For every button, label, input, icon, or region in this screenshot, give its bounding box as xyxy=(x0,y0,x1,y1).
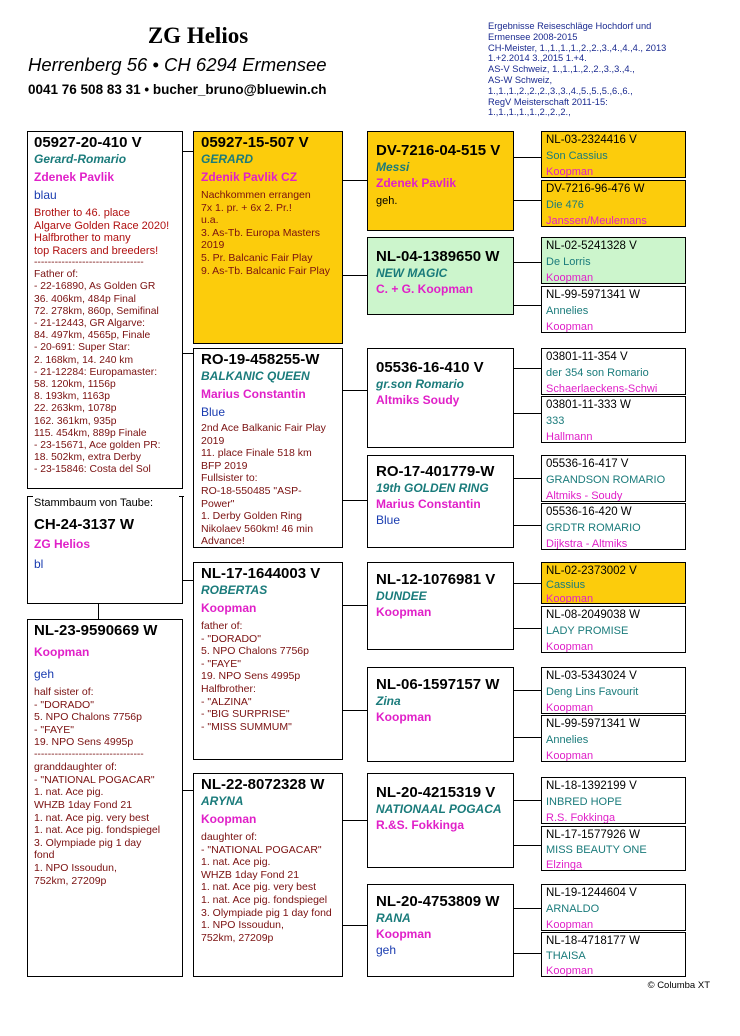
gen3-ring: NL-06-1597157 W xyxy=(376,676,500,693)
gen2-info: Nachkommen errangen 7x 1. pr. + 6x 2. Pr.! u.a. 3. As-Tb. Europa Masters 2019 5. Pr. Balcanic Fair Play 9. As-Tb. Balcanic Fair Play xyxy=(201,189,330,277)
gen4-ring: DV-7216-96-476 W xyxy=(546,183,645,195)
gen4-ring: NL-02-2373002 V xyxy=(546,565,637,577)
sire-ring: 05927-20-410 V xyxy=(34,134,142,151)
gen4-ring: NL-03-2324416 V xyxy=(546,134,637,146)
sire-card[interactable] xyxy=(27,131,183,489)
gen2-card-3[interactable] xyxy=(193,562,343,760)
gen4-ring: 05536-16-417 V xyxy=(546,458,629,470)
gen4-ring: NL-02-5241328 V xyxy=(546,240,637,252)
gen4-name: Deng Lins Favourit xyxy=(546,686,639,698)
gen4-breeder: Koopman xyxy=(546,166,594,178)
gen3-name: gr.son Romario xyxy=(376,377,465,391)
gen3-name: 19th GOLDEN RING xyxy=(376,481,489,495)
copyright: © Columba XT xyxy=(647,980,710,991)
header xyxy=(28,22,388,99)
gen3-card-8[interactable] xyxy=(367,884,514,977)
sire-breeder: Zdenek Pavlik xyxy=(34,170,115,184)
gen4-ring: NL-99-5971341 W xyxy=(546,289,640,301)
gen3-color: Blue xyxy=(376,513,401,527)
gen3-ring: NL-20-4215319 V xyxy=(376,784,496,801)
loft-contact: 0041 76 508 83 31 • bucher_bruno@bluewin.ch xyxy=(28,82,327,97)
gen4-breeder: Koopman xyxy=(546,965,594,977)
sire-info: Father of: - 22-16890, As Golden GR 36. 406km, 484p Final 72. 278km, 860p, Semifinal - 21-12443, GR Algarve: 84. 497km, 4565p, Finale - 20-691: Super Star: 2. 168km, 14. 240 km - 21-12284: Europamaster: 58. 120km, 1156p 8. 193km, 1163p 22. 263km, 1078p 162. 361km, 935p 115. 454km, 889p Finale - 23-15671, Ace golden PR: 18. 502km, extra Derby - 23-15846: Costa del Sol xyxy=(34,269,161,476)
subject-ring: CH-24-3137 W xyxy=(34,516,135,533)
gen3-ring: RO-17-401779-W xyxy=(376,463,495,480)
gen3-color: geh xyxy=(376,943,397,957)
gen3-breeder: C. + G. Koopman xyxy=(376,282,474,296)
gen2-name: BALKANIC QUEEN xyxy=(201,369,310,383)
gen4-ring: NL-17-1577926 W xyxy=(546,829,640,841)
gen4-name: GRANDSON ROMARIO xyxy=(546,474,666,486)
gen3-name: Messi xyxy=(376,160,410,174)
gen3-card-2[interactable] xyxy=(367,237,514,315)
gen4-ring: NL-08-2049038 W xyxy=(546,609,640,621)
gen4-card-16[interactable] xyxy=(541,932,686,977)
gen2-breeder: Zdenik Pavlik CZ xyxy=(201,170,298,184)
gen2-ring: NL-22-8072328 W xyxy=(201,776,325,793)
dam-ring: NL-23-9590669 W xyxy=(34,622,158,639)
gen3-ring: NL-12-1076981 V xyxy=(376,571,496,588)
gen4-name: GRDTR ROMARIO xyxy=(546,522,641,534)
gen2-card-4[interactable] xyxy=(193,773,343,977)
gen3-card-4[interactable] xyxy=(367,455,514,548)
subject-card[interactable] xyxy=(27,496,183,604)
gen4-ring: NL-03-5343024 V xyxy=(546,670,637,682)
gen3-breeder: R.&S. Fokkinga xyxy=(376,818,465,832)
gen2-name: ROBERTAS xyxy=(201,583,268,597)
gen3-name: NATIONAAL POGACA xyxy=(376,802,502,816)
gen2-breeder: Marius Constantin xyxy=(201,387,306,401)
gen3-card-6[interactable] xyxy=(367,667,514,762)
gen3-breeder: Marius Constantin xyxy=(376,497,481,511)
gen2-ring: RO-19-458255-W xyxy=(201,351,320,368)
gen4-ring: 05536-16-420 W xyxy=(546,506,632,518)
gen4-ring: NL-18-1392199 V xyxy=(546,780,637,792)
loft-title: ZG Helios xyxy=(147,23,249,48)
gen4-name: 333 xyxy=(546,415,565,427)
gen4-name: Cassius xyxy=(546,579,586,591)
gen4-card-5[interactable] xyxy=(541,348,686,395)
gen3-card-7[interactable] xyxy=(367,773,514,868)
gen3-card-5[interactable] xyxy=(367,562,514,650)
gen4-name: INBRED HOPE xyxy=(546,796,622,808)
gen2-ring: 05927-15-507 V xyxy=(201,134,309,151)
gen4-name: LADY PROMISE xyxy=(546,625,629,637)
gen3-ring: 05536-16-410 V xyxy=(376,359,484,376)
gen2-info: daughter of: - "NATIONAL POGACAR" 1. nat. Ace pig. WHZB 1day Fond 21 1. nat. Ace pig. very best 1. nat. Ace pig. fondspiegel 3. Olympiade pig 1 day fond 1. NPO Issoudun, 752km, 27209p xyxy=(201,831,332,944)
gen4-breeder: Koopman xyxy=(546,593,594,604)
gen2-card-1[interactable] xyxy=(193,131,343,344)
gen4-name: Die 476 xyxy=(546,199,584,211)
gen4-ring: NL-18-4718177 W xyxy=(546,935,640,947)
gen2-card-2[interactable] xyxy=(193,348,343,548)
gen4-breeder: Koopman xyxy=(546,919,594,931)
gen2-name: ARYNA xyxy=(201,794,244,808)
loft-address: Herrenberg 56 • CH 6294 Ermensee xyxy=(28,54,327,75)
gen3-ring: NL-04-1389650 W xyxy=(376,248,500,265)
gen4-name: De Lorris xyxy=(546,256,591,268)
gen4-name: der 354 son Romario xyxy=(546,367,649,379)
dam-rule: -------------------------------- xyxy=(34,748,144,760)
gen4-card-11[interactable] xyxy=(541,667,686,714)
gen4-breeder: Dijkstra - Altmiks xyxy=(546,538,628,550)
gen2-info: 2nd Ace Balkanic Fair Play 2019 11. place Finale 518 km BFP 2019 Fullsister to: RO-18-550485 "ASP- Power" 1. Derby Golden Ring Nikolaev 560km! 46 min Advance! xyxy=(201,422,326,548)
gen2-breeder: Koopman xyxy=(201,812,257,826)
gen3-card-3[interactable] xyxy=(367,348,514,448)
dam-breeder: Koopman xyxy=(34,645,90,659)
gen4-breeder: Koopman xyxy=(546,702,594,714)
gen3-card-1[interactable] xyxy=(367,131,514,231)
gen4-breeder: Schaerlaeckens-Schwi xyxy=(546,383,658,395)
gen3-name: NEW MAGIC xyxy=(376,266,448,280)
gen3-breeder: Koopman xyxy=(376,927,432,941)
gen3-breeder: Koopman xyxy=(376,710,432,724)
gen4-breeder: Koopman xyxy=(546,272,594,284)
gen4-ring: NL-99-5971341 W xyxy=(546,718,640,730)
gen4-name: Annelies xyxy=(546,305,589,317)
gen4-name: ARNALDO xyxy=(546,903,600,915)
gen4-name: THAISA xyxy=(546,950,586,962)
gen4-card-7[interactable] xyxy=(541,455,686,502)
gen4-breeder: R.S. Fokkinga xyxy=(546,812,616,824)
gen3-name: DUNDEE xyxy=(376,589,427,603)
gen3-name: RANA xyxy=(376,911,411,925)
gen4-card-14[interactable] xyxy=(541,826,686,871)
gen3-breeder: Zdenek Pavlik xyxy=(376,176,457,190)
gen4-breeder: Koopman xyxy=(546,750,594,762)
gen3-color: geh. xyxy=(376,195,398,207)
dam-color: geh xyxy=(34,667,55,681)
gen2-breeder: Koopman xyxy=(201,601,257,615)
gen4-breeder: Koopman xyxy=(546,321,594,333)
gen3-ring: NL-20-4753809 W xyxy=(376,893,500,910)
gen4-ring: 03801-11-333 W xyxy=(546,399,631,411)
gen4-card-15[interactable] xyxy=(541,884,686,931)
gen4-breeder: Altmiks - Soudy xyxy=(546,490,623,502)
gen3-breeder: Koopman xyxy=(376,605,432,619)
gen3-name: Zina xyxy=(376,694,401,708)
gen4-ring: 03801-11-354 V xyxy=(546,351,628,363)
gen4-name: Annelies xyxy=(546,734,589,746)
gen4-breeder: Janssen/Meulemans xyxy=(546,215,647,227)
gen4-card-13[interactable] xyxy=(541,777,686,824)
gen2-info: father of: - "DORADO" 5. NPO Chalons 7756p - "FAYE" 19. NPO Sens 4995p Halfbrother: - "ALZINA" - "BIG SURPRISE" - "MISS SUMMUM" xyxy=(201,620,309,733)
results-text: Ergebnisse Reiseschläge Hochdorf und Ermensee 2008-2015 CH-Meister, 1.,1.,1.,1.,2.,2.,3.,4.,4.,4., 2013 1.+2.2014 3.,2015 1.+4. AS-V Schweiz, 1.,1.,1.,2.,2.,3.,3.,4., AS-W Schweiz, 1.,1.,1.,2.,2.,2.,3.,3.,4.,5.,5.,5.,6.,6., RegV Meisterschaft 2011-15: 1.,1.,1.,1.,1.,2.,2.,2., xyxy=(488,21,667,118)
dam-info: half sister of: - "DORADO" 5. NPO Chalons 7756p - "FAYE" 19. NPO Sens 4995p xyxy=(34,686,142,749)
gen4-card-4[interactable] xyxy=(541,286,686,333)
gen4-card-12[interactable] xyxy=(541,715,686,762)
gen2-color: Blue xyxy=(201,405,226,419)
gen3-breeder: Altmiks Soudy xyxy=(376,393,460,407)
gen4-card-9[interactable] xyxy=(541,562,686,604)
gen4-ring: NL-19-1244604 V xyxy=(546,887,637,899)
gen4-name: Son Cassius xyxy=(546,150,608,162)
gen4-breeder: Koopman xyxy=(546,641,594,653)
gen2-ring: NL-17-1644003 V xyxy=(201,565,321,582)
subject-caption: Stammbaum von Taube: xyxy=(28,496,182,510)
gen3-ring: DV-7216-04-515 V xyxy=(376,142,501,159)
gen4-card-3[interactable] xyxy=(541,237,686,284)
gen4-breeder: Hallmann xyxy=(546,431,593,443)
gen4-name: MISS BEAUTY ONE xyxy=(546,844,647,856)
subject-owner: ZG Helios xyxy=(34,537,91,551)
gen4-card-8[interactable] xyxy=(541,503,686,550)
gen2-name: GERARD xyxy=(201,152,254,166)
sire-rule: -------------------------------- xyxy=(34,257,144,268)
dam-card[interactable] xyxy=(27,619,183,977)
sire-color: blau xyxy=(34,188,57,202)
gen4-breeder: Elzinga xyxy=(546,859,583,871)
gen4-card-6[interactable] xyxy=(541,396,686,443)
gen4-card-2[interactable] xyxy=(541,180,686,227)
gen4-card-1[interactable] xyxy=(541,131,686,178)
subject-color: bl xyxy=(34,557,44,571)
dam-info-2: granddaughter of: - "NATIONAL POGACAR" 1. nat. Ace pig. WHZB 1day Fond 21 1. nat. Ace pig. very best 1. nat. Ace pig. fondspiegel 3. Olympiade pig 1 day fond 1. NPO Issoudun, 752km, 27209p xyxy=(34,761,161,887)
gen4-card-10[interactable] xyxy=(541,606,686,653)
sire-name: Gerard-Romario xyxy=(34,152,127,166)
sire-note: Brother to 46. place Algarve Golden Race 2020! Halfbrother to many top Racers and breeders! xyxy=(34,207,170,257)
